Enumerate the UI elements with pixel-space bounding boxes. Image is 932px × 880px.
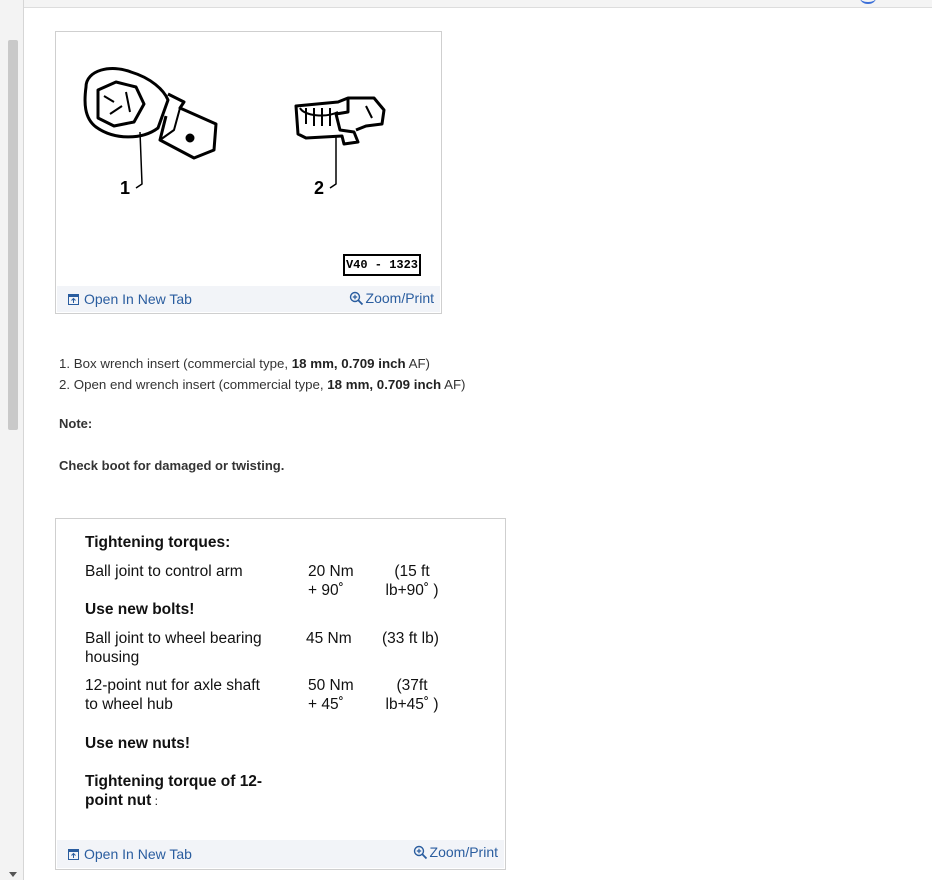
spec-zoom-print-label: Zoom/Print [429,844,498,860]
open-in-new-tab-label: Open In New Tab [84,291,192,307]
final-torque-heading: Tightening torque of 12- point nut : [85,773,263,809]
row-ball-joint-control-arm-label: Ball joint to control arm [85,563,243,580]
row-axle-nut-label: 12-point nut for axle shaft to wheel hub [85,677,260,713]
row-ball-joint-wheel-bearing-label: Ball joint to wheel bearing housing [85,630,262,666]
top-toolbar-edge [24,0,932,8]
box-wrench-insert-drawing [85,68,216,188]
row-ball-joint-control-arm-metric: 20 Nm + 90˚ [308,563,354,599]
callout-2: 2 [314,178,325,198]
figure-toolbar [57,286,440,312]
row-ball-joint-wheel-bearing-imperial: (33 ft lb) [382,630,439,647]
open-end-wrench-insert-drawing [296,98,384,188]
spec-open-in-new-tab-label: Open In New Tab [84,846,192,862]
left-scrollbar[interactable] [0,0,24,880]
spec-toolbar [57,840,504,868]
row-axle-nut-metric: 50 Nm + 45˚ [308,677,354,713]
scroll-down-arrow-icon[interactable] [9,872,17,877]
spec-zoom-print-link[interactable] [413,844,498,860]
legend-item-1: 1. Box wrench insert (commercial type, 18 mm, 0.709 inch AF) [59,356,430,371]
legend-item-2: 2. Open end wrench insert (commercial type, 18 mm, 0.709 inch AF) [59,377,466,392]
note-label: Note: [59,416,93,431]
row-ball-joint-wheel-bearing-metric: 45 Nm [306,630,352,647]
zoom-in-icon [413,845,428,860]
open-new-tab-icon [68,849,79,860]
open-new-tab-icon [68,294,79,305]
use-new-bolts-note: Use new bolts! [85,601,195,618]
note-text: Check boot for damaged or twisting. [59,458,285,473]
figure-legend [59,353,466,395]
row-ball-joint-control-arm-imperial: (15 ft lb+90˚ ) [385,563,439,599]
figure-reference-code: V40 - 1323 [343,254,421,276]
figure-container [55,31,442,314]
zoom-print-label: Zoom/Print [365,290,434,306]
scrollbar-thumb[interactable] [8,40,18,430]
zoom-in-icon [349,291,364,306]
row-axle-nut-imperial: (37ft lb+45˚ ) [385,677,439,713]
callout-1: 1 [120,178,131,198]
torque-spec-table [55,518,506,870]
use-new-nuts-note: Use new nuts! [85,735,191,752]
zoom-print-link[interactable] [349,290,434,306]
open-in-new-tab-link[interactable] [68,291,192,307]
spec-open-in-new-tab-link[interactable] [68,846,192,862]
wrench-inserts-illustration [56,32,441,287]
profile-circle-icon[interactable] [860,0,876,4]
torque-table-title: Tightening torques: [85,534,231,551]
